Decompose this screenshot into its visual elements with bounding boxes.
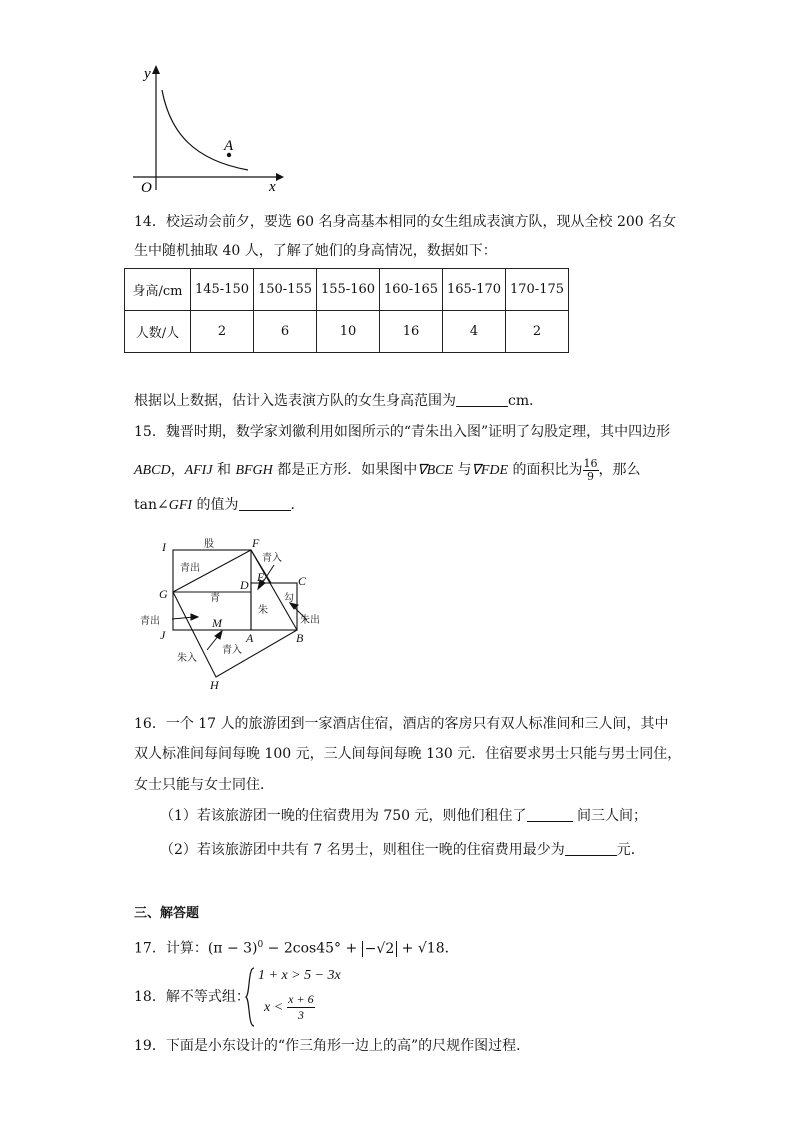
function-graph — [128, 62, 288, 197]
vertex-c: C — [298, 574, 307, 588]
q14-line1: 14．校运动会前夕，要选 60 名身高基本相同的女生组成表演方队，现从全校 200 名女 — [134, 214, 677, 230]
label-zhu-chu: 朱出 — [300, 615, 320, 626]
label-qing-chu-top: 青出 — [180, 563, 200, 574]
vertex-a: A — [246, 631, 254, 645]
table-header-cell: 人数/人 — [125, 311, 191, 353]
table-cell: 2 — [191, 311, 254, 353]
arrow-head-icon — [215, 631, 222, 639]
q16-line3: 女士只能与女士同住． — [134, 777, 274, 793]
q15-end: ． — [290, 497, 305, 513]
q17-expr-c: + √18 — [397, 940, 445, 957]
vertex-j: J — [160, 628, 166, 642]
q15-answer-blank[interactable] — [239, 496, 291, 511]
qing-zhu-figure — [134, 535, 334, 695]
height-table — [124, 268, 569, 353]
tan-prefix: tan∠ — [134, 497, 169, 513]
q16-sub2-blank[interactable] — [565, 841, 617, 856]
q14-answer-suffix: cm． — [508, 393, 544, 409]
q15-mid: 都是正方形．如果图中 — [272, 462, 418, 478]
table-cell: 4 — [443, 311, 506, 353]
label-qing-ru-bottom: 青入 — [222, 645, 242, 656]
triangle-fde: ∇FDE — [471, 463, 509, 478]
table-cell: 16 — [380, 311, 443, 353]
q17-exponent: 0 — [257, 940, 264, 950]
table-cell: 170-175 — [506, 269, 569, 311]
q16-sub1 — [160, 806, 647, 826]
q17-prefix: 17．计算： — [134, 940, 208, 957]
origin-label: O — [141, 180, 152, 196]
vertex-h: H — [210, 678, 219, 692]
q18-prefix: 18．解不等式组： — [134, 989, 250, 1005]
x-axis-arrow-icon — [276, 173, 284, 181]
vertex-e: E — [257, 570, 265, 584]
y-axis-arrow-icon — [152, 65, 160, 74]
q15-line1: 15．魏晋时期，数学家刘徽利用如图所示的“青朱出入图”证明了勾股定理，其中四边形 — [134, 424, 671, 440]
q16-line1: 16．一个 17 人的旅游团到一家酒店住宿，酒店的客房只有双人标准间和三人间，其中 — [134, 716, 669, 732]
label-gu: 股 — [204, 539, 214, 550]
vertex-i: I — [162, 540, 166, 554]
q19-line: 19．下面是小东设计的“作三角形一边上的高”的尺规作图过程． — [134, 1038, 531, 1054]
label-qing-chu-left: 青出 — [140, 616, 160, 627]
inequality-2-left: x < — [264, 999, 284, 1015]
q15-line2 — [134, 456, 641, 484]
q15-with: 与 — [453, 462, 472, 478]
q16-sub1-prefix: （1）若该旅游团一晚的住宿费用为 750 元，则他们租住了 — [160, 808, 527, 824]
label-zhu: 朱 — [258, 605, 268, 616]
q15-value-text: 的值为 — [192, 497, 239, 513]
q17-line — [134, 935, 459, 959]
arrow-head-icon — [191, 614, 198, 620]
table-row — [125, 269, 569, 311]
table-cell: 145-150 — [191, 269, 254, 311]
table-cell: 150-155 — [254, 269, 317, 311]
vertex-f: F — [252, 536, 260, 550]
q14-answer-prefix: 根据以上数据，估计入选表演方队的女生身高范围为 — [134, 393, 456, 409]
table-header-cell: 身高/cm — [125, 269, 191, 311]
inequality-2-fraction — [287, 992, 314, 1023]
vertex-b: B — [296, 631, 304, 645]
fraction-denominator: 9 — [587, 469, 595, 483]
inequality-2-denominator: 3 — [297, 1008, 304, 1022]
square-bfgh: BFGH — [235, 463, 273, 478]
q16-sub2 — [160, 840, 645, 860]
q15-and: 和 — [212, 462, 236, 478]
section-title: 三、解答题 — [134, 906, 200, 921]
q14-answer-line — [134, 391, 543, 411]
q14-answer-blank[interactable] — [456, 392, 508, 407]
q15-ratio-text: 的面积比为 — [508, 462, 583, 478]
q15-tail: ，那么 — [598, 462, 641, 478]
triangle-bce: ∇BCE — [417, 463, 454, 478]
square-afij: AFIJ — [184, 463, 213, 478]
q17-expr-b: − 2cos45° + — [263, 940, 362, 957]
q16-sub1-suffix: 间三人间； — [572, 808, 647, 824]
table-cell: 6 — [254, 311, 317, 353]
q16-line2: 双人标准间每间每晚 100 元，三人间每间每晚 130 元．住宿要求男士只能与男士同住， — [134, 746, 682, 762]
q17-abs-inner: −√2 — [364, 940, 395, 957]
inequality-2-numerator: x + 6 — [288, 992, 314, 1006]
inequality-1: 1 + x > 5 − 3x — [258, 968, 341, 983]
fraction-numerator: 16 — [583, 456, 598, 470]
label-zhu-ru: 朱入 — [177, 653, 197, 664]
table-cell: 160-165 — [380, 269, 443, 311]
vertex-g: G — [159, 587, 168, 601]
x-axis-label: x — [269, 179, 276, 195]
square-abcd: ABCD — [134, 463, 171, 478]
label-qing: 青 — [210, 593, 220, 604]
q15-sep: ， — [170, 462, 185, 478]
left-brace-icon — [244, 966, 256, 1028]
q17-expr-a: (π − 3) — [207, 940, 258, 957]
inequality-system — [244, 966, 374, 1028]
angle-gfi: GFI — [168, 498, 193, 513]
q16-sub1-blank[interactable] — [527, 807, 573, 822]
vertex-d: D — [240, 578, 249, 592]
table-cell: 10 — [317, 311, 380, 353]
label-qing-ru-top: 青入 — [262, 553, 282, 564]
y-axis-label: y — [144, 66, 151, 82]
vertex-m: M — [212, 616, 222, 630]
table-cell: 2 — [506, 311, 569, 353]
q14-line2: 生中随机抽取 40 人，了解了她们的身高情况，数据如下： — [134, 243, 497, 259]
point-a-label: A — [224, 138, 234, 154]
q16-sub2-prefix: （2）若该旅游团中共有 7 名男士，则租住一晚的住宿费用最少为 — [160, 842, 565, 858]
area-ratio-fraction — [583, 458, 599, 483]
hyperbola-curve — [162, 90, 248, 170]
q17-end: ． — [444, 940, 459, 957]
q16-sub2-suffix: 元． — [616, 842, 645, 858]
inequality-2 — [264, 992, 315, 1023]
label-gou: 勾 — [284, 593, 294, 604]
q15-line3 — [134, 495, 305, 516]
table-cell: 155-160 — [317, 269, 380, 311]
table-cell: 165-170 — [443, 269, 506, 311]
absolute-value — [362, 941, 398, 957]
table-row — [125, 311, 569, 353]
